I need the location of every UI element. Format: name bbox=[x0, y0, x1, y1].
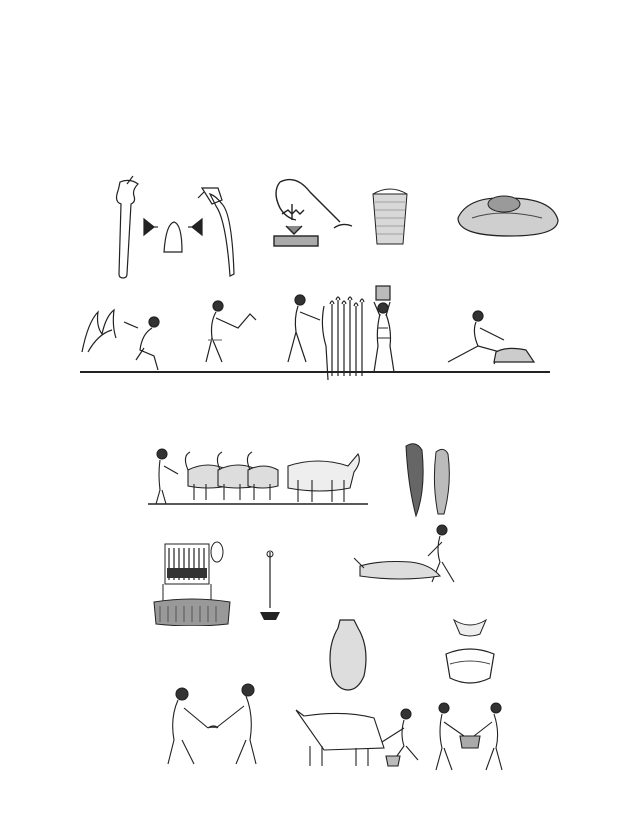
polished-axe-hoe-illustration bbox=[192, 180, 242, 290]
flint-knives-illustration bbox=[400, 438, 460, 518]
ceramic-bowls-illustration bbox=[440, 614, 500, 694]
ceramic-jar-illustration bbox=[322, 614, 372, 694]
spinning-women-illustration bbox=[152, 680, 282, 770]
slaughter-scene-illustration bbox=[350, 520, 490, 590]
spindle-illustration bbox=[250, 548, 290, 628]
esparto-basket-illustration bbox=[365, 184, 415, 254]
textile-fragment-illustration bbox=[152, 596, 232, 626]
livestock-herd-illustration bbox=[148, 440, 368, 510]
agriculture-stages-illustration bbox=[80, 282, 550, 382]
grinding-stone-illustration bbox=[452, 188, 562, 258]
cheese-making-illustration bbox=[420, 696, 520, 776]
sickle-illustration bbox=[262, 174, 372, 254]
